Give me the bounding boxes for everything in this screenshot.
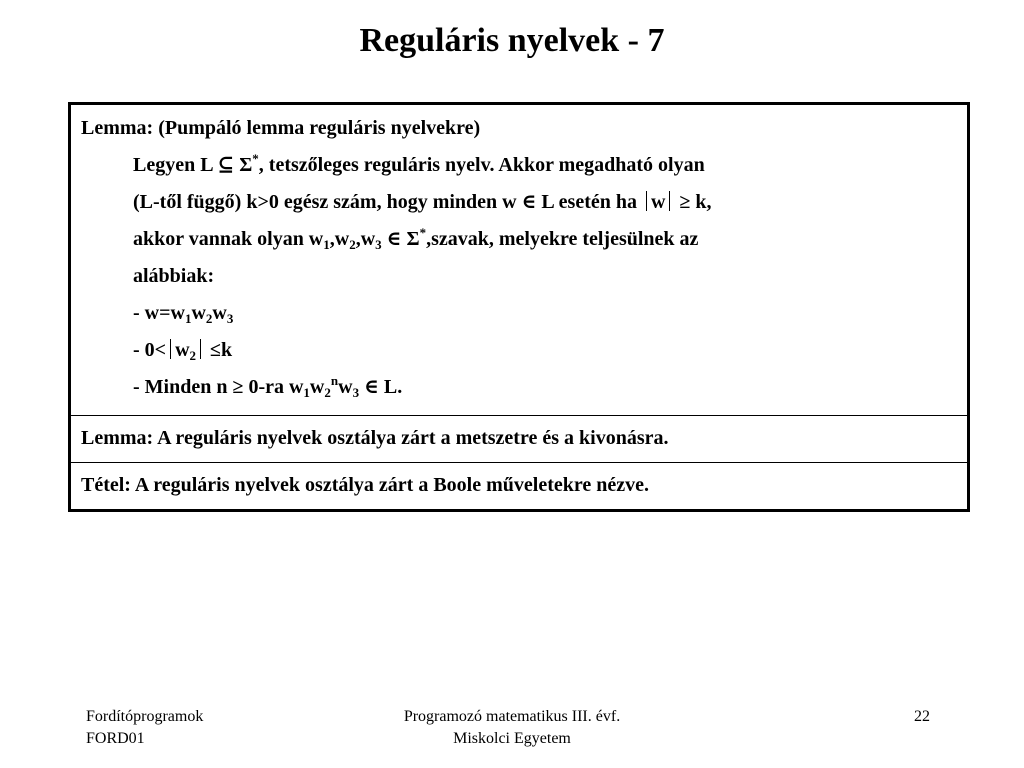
lemma-condition-1: - $w=w_1w_2w_3$ bbox=[133, 302, 234, 326]
lemma-line-3: akkor vannak olyan $w_1,w_2,w_3$ ∈ Σ*,szavak, melyekre teljesülnek az bbox=[133, 225, 699, 252]
footer-program: Programozó matematikus III. évf. bbox=[403, 708, 621, 725]
lemma-condition-2: - $0< w_2 \le k$ bbox=[133, 339, 233, 363]
lemma-line-2: (L-től függő) k>0 egész szám, hogy minden w ∈ L esetén ha w ≥ k, bbox=[133, 191, 712, 213]
lemma-condition-3: - Minden n ≥ 0-ra $w_1w_2^nw_3$ ∈ L. bbox=[133, 373, 403, 400]
content-box bbox=[68, 102, 970, 512]
intersection-lemma-section bbox=[71, 416, 967, 463]
pumping-lemma-section bbox=[71, 105, 967, 416]
lemma-line-4: alábbiak: bbox=[133, 265, 215, 287]
lemma-heading: Lemma: (Pumpáló lemma reguláris nyelvekre) bbox=[81, 117, 481, 139]
lemma-line-1: Legyen L ⊆ Σ*, tetszőleges reguláris nyelv. Akkor megadható olyan bbox=[133, 151, 705, 176]
footer-course-name: Fordítóprogramok bbox=[86, 708, 204, 725]
slide-title: Reguláris nyelvek - 7 bbox=[359, 22, 665, 59]
page-number: 22 bbox=[914, 708, 930, 725]
footer-university: Miskolci Egyetem bbox=[453, 730, 571, 747]
footer-center bbox=[0, 706, 1024, 750]
boole-theorem-text: Tétel: A reguláris nyelvek osztálya zárt a Boole műveletekre nézve. bbox=[81, 474, 650, 496]
boole-theorem-section bbox=[71, 463, 967, 509]
intersection-lemma-text: Lemma: A reguláris nyelvek osztálya zárt a metszetre és a kivonásra. bbox=[81, 427, 669, 449]
footer-course-code: FORD01 bbox=[86, 730, 145, 747]
